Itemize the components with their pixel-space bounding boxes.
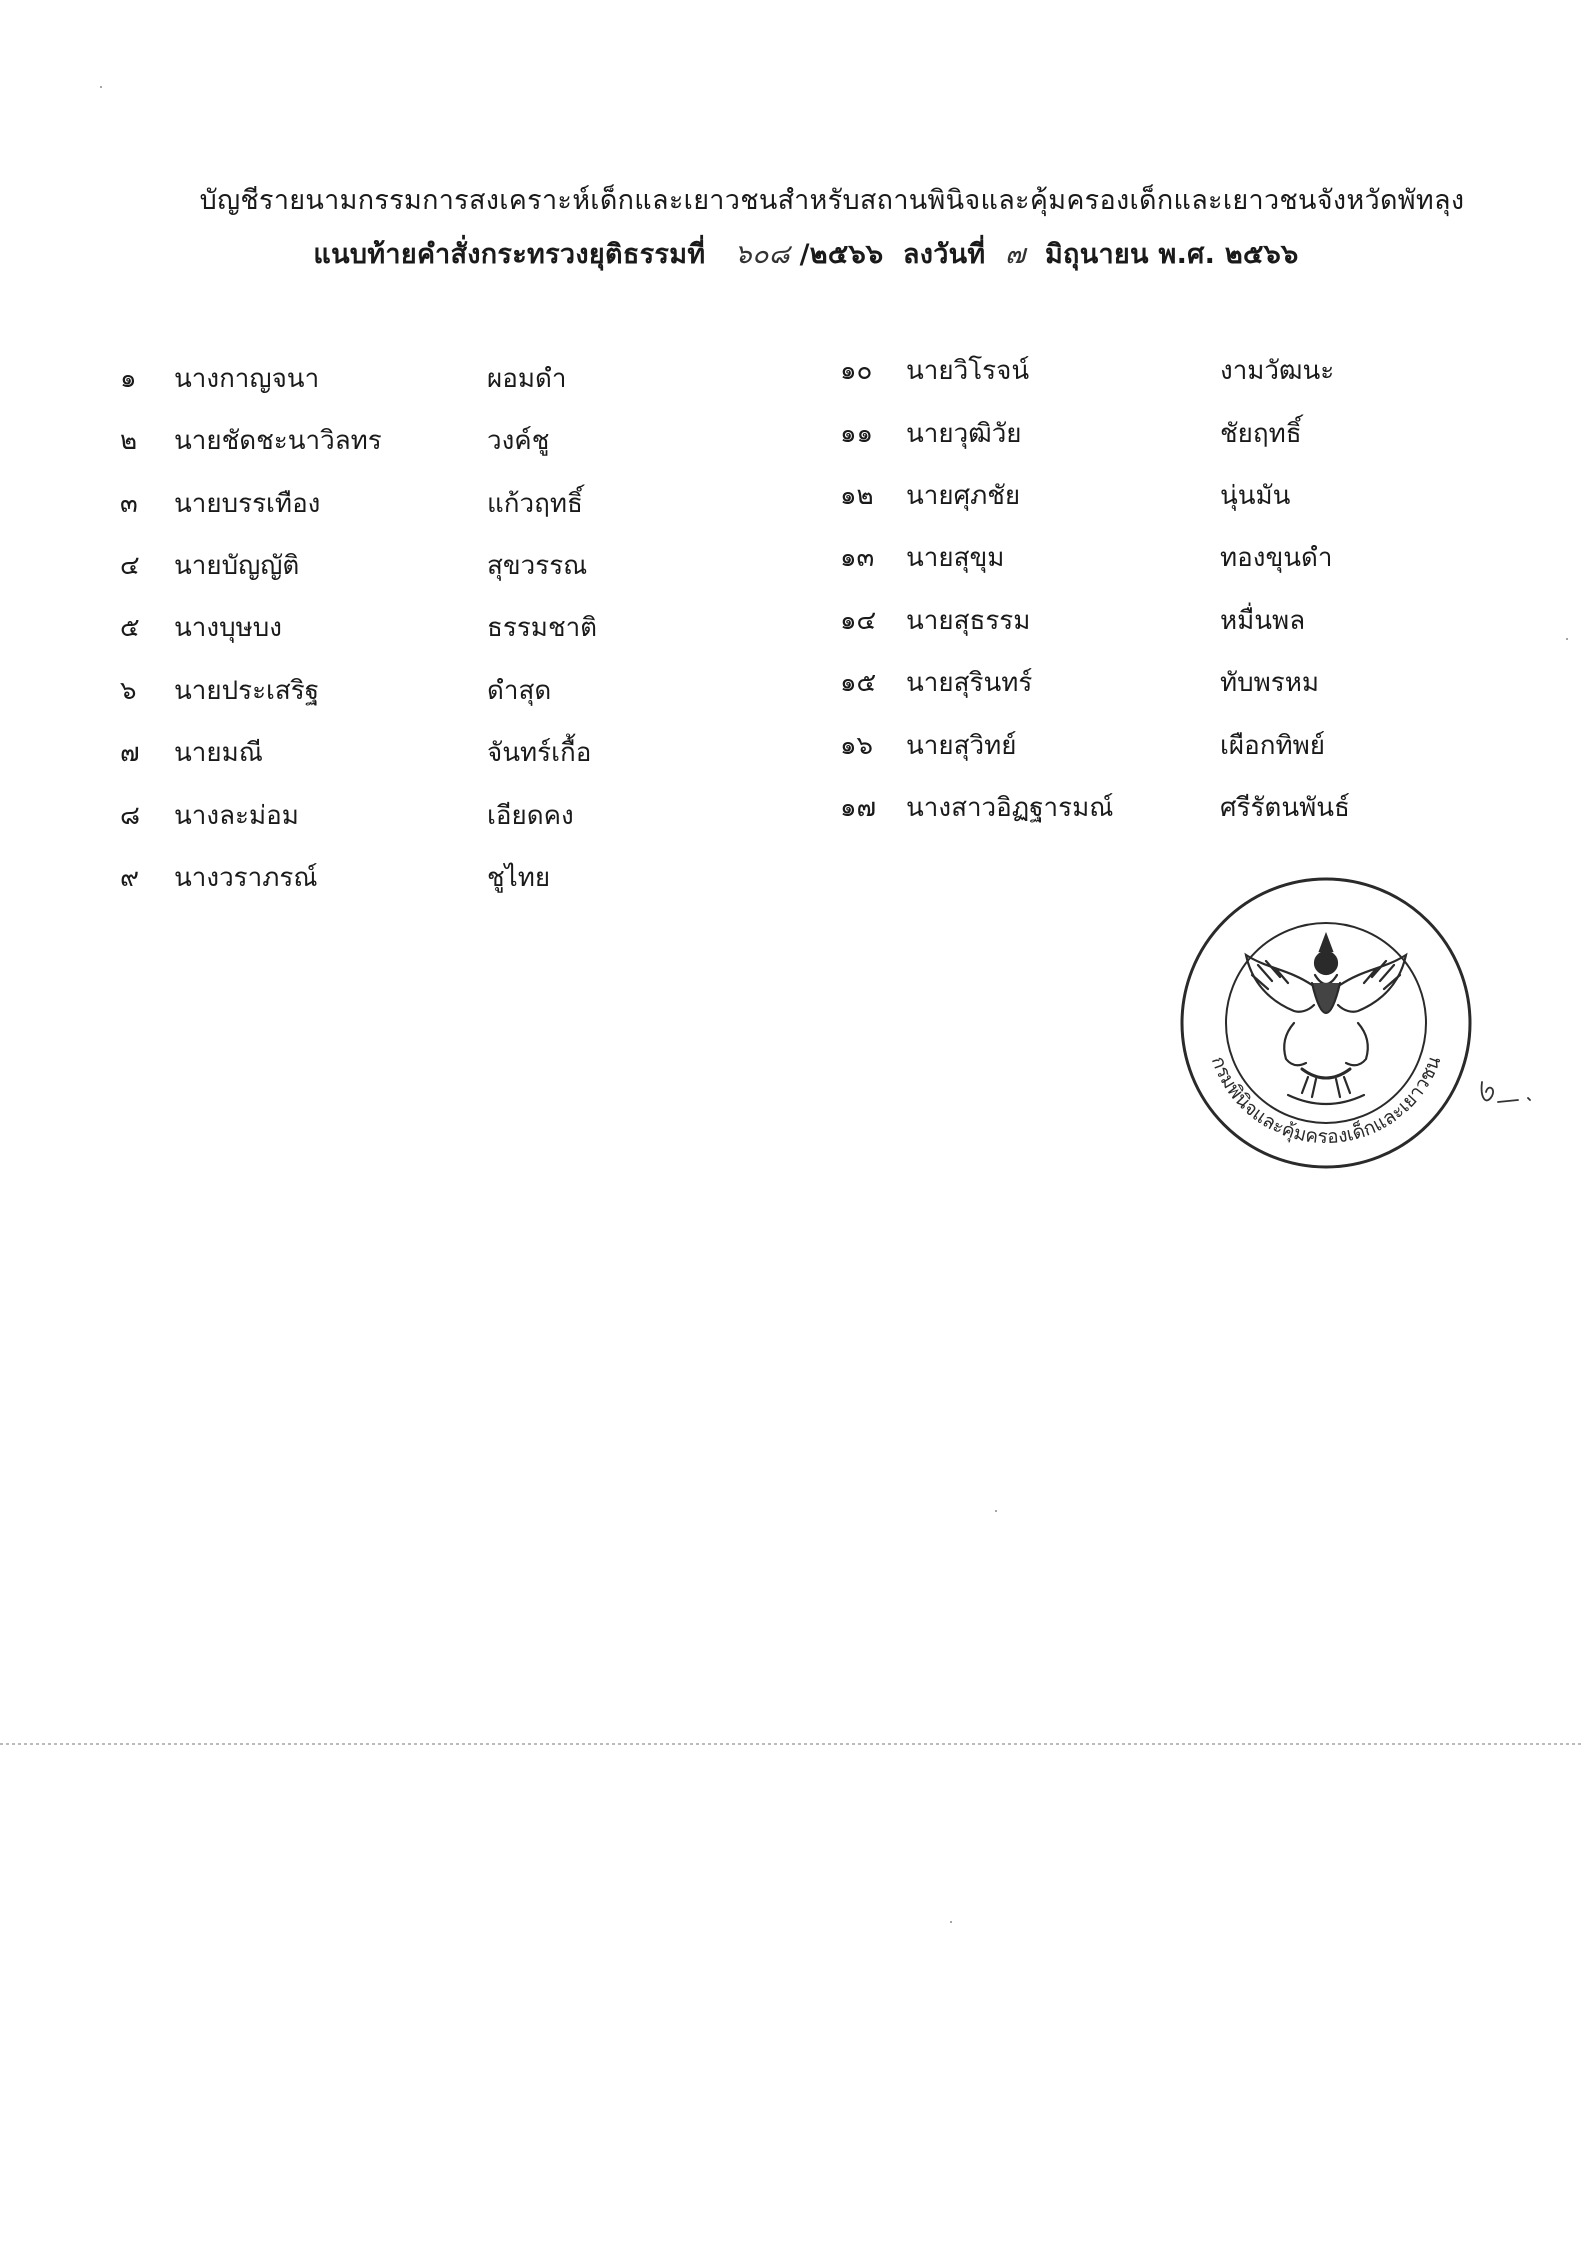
- document-title-line-2: [14, 232, 1584, 275]
- date-label: ลงวันที่: [902, 239, 986, 270]
- member-last-name: หมื่นพล: [1220, 606, 1306, 636]
- signature-mark-icon: [1478, 1070, 1538, 1110]
- member-number: ๑๒: [840, 481, 874, 511]
- member-number: ๑๑: [840, 419, 874, 449]
- member-first-name: นายบรรเทือง: [174, 489, 321, 519]
- member-first-name: นายวิโรจน์: [906, 356, 1030, 386]
- order-prefix: แนบท้ายคำสั่งกระทรวงยุติธรรมที่: [313, 239, 706, 270]
- member-last-name: ทับพรหม: [1220, 668, 1320, 698]
- seal-text: กรมพินิจและคุ้มครองเด็กและเยาวชน: [1206, 1053, 1446, 1149]
- member-first-name: นายประเสริฐ: [174, 676, 320, 706]
- order-month-year: มิถุนายน พ.ศ. ๒๕๖๖: [1044, 239, 1299, 270]
- member-first-name: นายวุฒิวัย: [906, 419, 1022, 449]
- member-last-name: จันทร์เกื้อ: [487, 738, 592, 768]
- member-number: ๙: [120, 863, 140, 893]
- member-last-name: เอียดคง: [487, 801, 574, 831]
- order-day: ๗: [1004, 239, 1026, 270]
- member-last-name: ธรรมชาติ: [487, 613, 598, 643]
- garuda-emblem-icon: [1246, 935, 1406, 1104]
- member-first-name: นายสุรินทร์: [906, 668, 1033, 698]
- member-last-name: เผือกทิพย์: [1220, 731, 1325, 761]
- member-first-name: นายสุธรรม: [906, 606, 1031, 636]
- member-first-name: นางสาวอิฏฐารมณ์: [906, 793, 1114, 823]
- member-number: ๑: [120, 364, 137, 394]
- member-number: ๒: [120, 426, 138, 456]
- member-number: ๑๖: [840, 731, 874, 761]
- member-last-name: ดำสุด: [487, 676, 552, 706]
- member-last-name: ทองขุนดำ: [1220, 543, 1333, 573]
- order-year: /๒๕๖๖: [799, 239, 884, 270]
- member-number: ๗: [120, 738, 140, 768]
- scan-speck: [950, 1921, 952, 1923]
- member-number: ๓: [120, 489, 138, 519]
- scan-speck: [1566, 638, 1568, 640]
- member-first-name: นางกาญจนา: [174, 364, 320, 394]
- member-first-name: นางบุษบง: [174, 613, 282, 643]
- member-last-name: งามวัฒนะ: [1220, 356, 1335, 386]
- document-title-line-1: บัญชีรายนามกรรมการสงเคราะห์เด็กและเยาวชนสำหรับสถานพินิจและคุ้มครองเด็กและเยาวชนจังหวัดพัทลุง: [199, 185, 1465, 216]
- member-number: ๘: [120, 801, 141, 831]
- member-first-name: นายมณี: [174, 738, 263, 768]
- member-first-name: นางวราภรณ์: [174, 863, 318, 893]
- member-number: ๑๗: [840, 793, 877, 823]
- member-last-name: วงค์ชู: [487, 426, 550, 456]
- member-last-name: ชูไทย: [487, 863, 551, 893]
- scan-speck: [100, 86, 102, 88]
- member-number: ๑๔: [840, 606, 877, 636]
- order-number: ๖๐๘: [734, 239, 790, 270]
- member-number: ๑๕: [840, 668, 877, 698]
- member-last-name: แก้วฤทธิ์: [487, 489, 583, 519]
- member-last-name: ศรีรัตนพันธ์: [1220, 793, 1350, 823]
- member-number: ๑๐: [840, 356, 873, 386]
- member-last-name: ผอมดำ: [487, 364, 567, 394]
- scan-artifact-line: [0, 1743, 1584, 1745]
- member-first-name: นายชัดชะนาวิลทร: [174, 426, 382, 456]
- member-first-name: นายศุภชัย: [906, 481, 1021, 511]
- member-first-name: นายสุวิทย์: [906, 731, 1017, 761]
- member-first-name: นางละม่อม: [174, 801, 299, 831]
- member-last-name: นุ่นมัน: [1220, 481, 1291, 511]
- member-first-name: นายบัญญัติ: [174, 551, 300, 581]
- scan-speck: [995, 1510, 997, 1512]
- official-seal: [1176, 873, 1476, 1173]
- member-number: ๖: [120, 676, 137, 706]
- member-number: ๕: [120, 613, 140, 643]
- member-first-name: นายสุขุม: [906, 543, 1005, 573]
- member-number: ๔: [120, 551, 140, 581]
- member-last-name: สุขวรรณ: [487, 551, 588, 581]
- member-number: ๑๓: [840, 543, 875, 573]
- member-last-name: ชัยฤทธิ์: [1220, 419, 1302, 449]
